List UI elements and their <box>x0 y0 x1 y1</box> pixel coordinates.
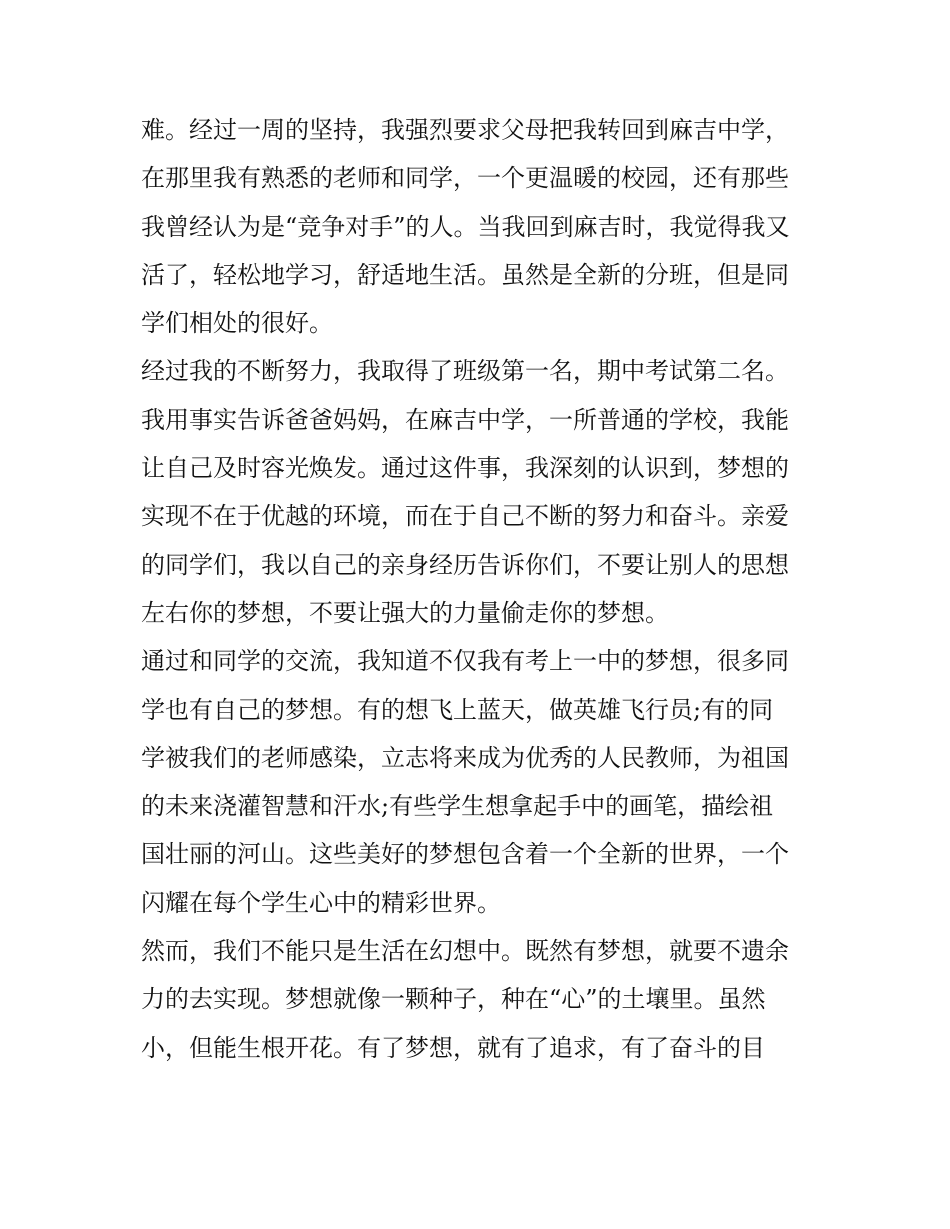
text-line: 让自己及时容光焕发。通过这件事，我深刻的认识到，梦想的 <box>141 454 789 483</box>
text-line: 通过和同学的交流，我知道不仅我有考上一中的梦想，很多同 <box>141 647 789 676</box>
text-line: 国壮丽的河山。这些美好的梦想包含着一个全新的世界，一个 <box>141 840 789 869</box>
text-line: 力的去实现。梦想就像一颗种子，种在“心”的土壤里。虽然 <box>141 985 766 1014</box>
text-line: 的未来浇灌智慧和汗水;有些学生想拿起手中的画笔，描绘祖 <box>141 792 774 821</box>
document-body <box>141 106 821 1072</box>
text-line: 经过我的不断努力，我取得了班级第一名，期中考试第二名。 <box>141 357 789 386</box>
text-line: 学被我们的老师感染，立志将来成为优秀的人民教师，为祖国 <box>141 743 789 772</box>
text-line: 难。经过一周的坚持，我强烈要求父母把我转回到麻吉中学， <box>141 116 789 144</box>
text-line: 左右你的梦想，不要让强大的力量偷走你的梦想。 <box>141 598 669 627</box>
text-line: 然而，我们不能只是生活在幻想中。既然有梦想，就要不遗余 <box>141 937 789 966</box>
text-line: 的同学们，我以自己的亲身经历告诉你们，不要让别人的思想 <box>141 550 789 579</box>
text-line: 我用事实告诉爸爸妈妈，在麻吉中学，一所普通的学校，我能 <box>141 405 789 434</box>
text-line: 活了，轻松地学习，舒适地生活。虽然是全新的分班，但是同 <box>141 260 789 289</box>
text-line: 学也有自己的梦想。有的想飞上蓝天，做英雄飞行员;有的同 <box>141 695 774 724</box>
text-line: 实现不在于优越的环境，而在于自己不断的努力和奋斗。亲爱 <box>141 502 789 531</box>
text-line: 闪耀在每个学生心中的精彩世界。 <box>141 888 501 917</box>
text-line: 我曾经认为是“竞争对手”的人。当我回到麻吉时，我觉得我又 <box>141 212 790 241</box>
text-line: 在那里我有熟悉的老师和同学，一个更温暖的校园，还有那些 <box>141 164 789 193</box>
text-line: 学们相处的很好。 <box>141 309 333 338</box>
text-line: 小，但能生根开花。有了梦想，就有了追求，有了奋斗的目 <box>141 1033 765 1062</box>
